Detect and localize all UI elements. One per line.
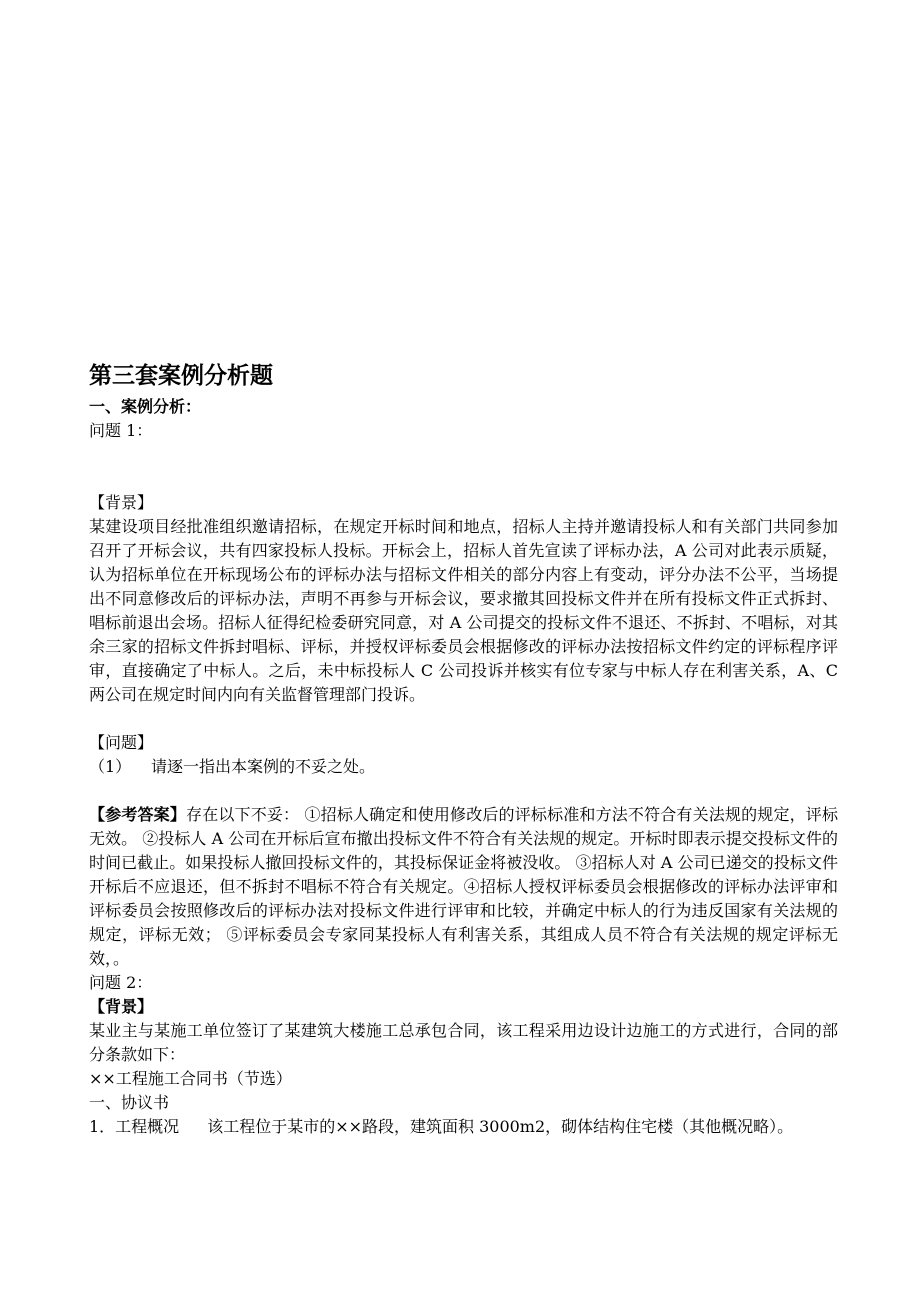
- q1-background-text: 某建设项目经批准组织邀请招标，在规定开标时间和地点，招标人主持并邀请投标人和有关部门共同参加召开了开标会议，共有四家投标人投标。开标会上，招标人首先宣读了评标办法，A 公司对此表示质疑，认为招标单位在开标现场公布的评标办法与招标文件相关的部分内容上有变动，评分办法不公平，当场提出不同意修改后的评标办法，声明不再参与开标会议，要求撤其回投标文件并在所有投标文件正式拆封、唱标前退出会场。招标人征得纪检委研究同意，对 A 公司提交的投标文件不退还、不拆封、不唱标，对其余三家的招标文件拆封唱标、评标，并授权评标委员会根据修改的评标办法按招标文件约定的评标程序评审，直接确定了中标人。之后，未中标投标人 C 公司投诉并核实有位专家与中标人存在利害关系，A、C 两公司在规定时间内向有关监督管理部门投诉。: [89, 517, 838, 704]
- q2-item-1: [89, 1115, 838, 1139]
- section-heading: 一、案例分析：: [89, 397, 202, 416]
- q2-contract-title: ××工程施工合同书（节选）: [89, 1069, 292, 1088]
- q1-background-label: 【背景】: [89, 493, 154, 512]
- q1-question-label: 【问题】: [89, 733, 154, 752]
- spacer: [89, 707, 838, 731]
- question-2-label: 问题 2：: [89, 973, 153, 992]
- spacer: [89, 443, 838, 491]
- q2-background-label: 【背景】: [89, 997, 154, 1016]
- document-page: [89, 357, 838, 1139]
- q1-answer-text: 存在以下不妥： ①招标人确定和使用修改后的评标标准和方法不符合有关法规的规定，评标无效。 ②投标人 A 公司在开标后宣布撤出投标文件不符合有关法规的规定。开标时即表示提交投标文件的时间已截止。如果投标人撤回投标文件的，其投标保证金将被没收。 ③招标人对 A 公司已递交的投标文件开标后不应退还，但不拆封不唱标不符合有关规定。④招标人授权评标委员会根据修改的评标办法评审和评标委员会按照修改后的评标办法对投标文件进行评审和比较，并确定中标人的行为违反国家有关法规的规定，评标无效； ⑤评标委员会专家同某投标人有利害关系，其组成人员不符合有关法规的规定评标无效，。: [89, 805, 838, 968]
- q1-answer: [89, 803, 838, 971]
- q2-item-1-text: 该工程位于某市的××路段，建筑面积 3000m2，砌体结构住宅楼（其他概况略）。: [207, 1117, 794, 1136]
- q1-question-number: （1）: [89, 757, 132, 776]
- document-title: 第三套案例分析题: [89, 363, 273, 389]
- question-1-label: 问题 1：: [89, 421, 153, 440]
- q2-item-1-label: 1．工程概况: [89, 1117, 180, 1136]
- q2-background-text: 某业主与某施工单位签订了某建筑大楼施工总承包合同，该工程采用边设计边施工的方式进行，合同的部分条款如下：: [89, 1021, 838, 1064]
- q1-answer-label: 【参考答案】: [89, 805, 187, 824]
- q2-agreement-heading: 一、协议书: [89, 1093, 170, 1112]
- spacer: [89, 779, 838, 803]
- q1-question-item: [89, 755, 838, 779]
- q1-question-text: 请逐一指出本案例的不妥之处。: [151, 757, 376, 776]
